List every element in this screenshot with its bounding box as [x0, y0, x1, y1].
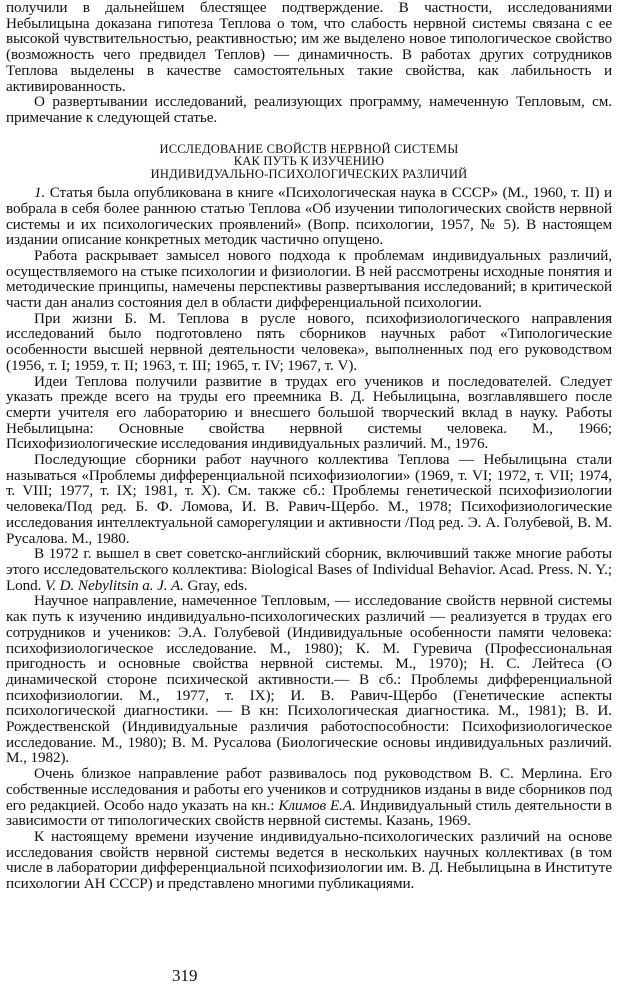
body-paragraph-2: Работа раскрывает замысел нового подхода к проблемам индивидуальных различий, осуществляемого на стыке психологии и физиологии. В ней рассмотрены исходные понятия и методические принципы, намечены перспективы развертывания исследований; в критической части дан анализ состояния дел в области дифференциальной психологии. — [6, 246, 612, 312]
body-paragraph-5: Последующие сборники работ научного коллектива Теплова — Небылицына стали называться «Проблемы дифференциальной психофизиологии» (1969, т. VI; 1972, т. VII; 1974, т. VIII; 1977, т. IX; 1981, т. X). См. также сб.: Проблемы генетической психофизиологии человека/Под ред. Б. Ф. Ломова, И. В. Равич-Щербо. М., 1978; Психофизиологические исследования интеллектуальной саморегуляции и активности /Под ред. Э. А. Голубевой, В. М. Русалова. М., 1980. — [6, 451, 612, 547]
body-paragraph-9: К настоящему времени изучение индивидуально-психологических различий на основе исследования свойств нервной системы ведется в нескольких научных коллективах (в том числе в лаборатории дифференциальной психофизиологии им. В. Д. Небылицына в Институте психологии АН СССР) и представлено многими публикациями. — [6, 827, 612, 893]
section-heading — [6, 143, 612, 181]
body-paragraph-8-text-a: Очень близкое направление работ развивалось под руководством В. С. Мерлина. Его собственные исследования и работы его учеников и сотрудников изданы в виде сборников под его редакцией. Особо надо указать на кн.: — [6, 765, 612, 814]
body-paragraph-3: При жизни Б. М. Теплова в русле нового, психофизиологического направления исследований было подготовлено пять сборников научных работ «Типологические особенности высшей нервной деятельности человека», выполненных под его руководством (1956, т. I; 1959, т. II; 1963, т. III; 1965, т. IV; 1967, т. V). — [6, 309, 612, 374]
body-paragraph-6-text-b: Gray, eds. — [187, 576, 248, 594]
note-number: 1. — [34, 184, 46, 202]
author-name: Климов Е.А. — [278, 796, 356, 814]
section-heading-line-3: ИНДИВИДУАЛЬНО-ПСИХОЛОГИЧЕСКИХ РАЗЛИЧИЙ — [150, 166, 468, 181]
section-heading-line-2: КАК ПУТЬ К ИЗУЧЕНИЮ — [233, 154, 385, 169]
page-number: 319 — [172, 966, 198, 985]
body-paragraph-1 — [6, 185, 612, 248]
body-paragraph-6-text-a: В 1972 г. вышел в свет советско-английский сборник, включивший также многие работы этого исследовательского коллектива: Biological Bases of Individual Behavior. Acad. Press. N. Y.; Lond. — [6, 545, 612, 594]
body-paragraph-4: Идеи Теплова получили развитие в трудах его учеников и последователей. Следует указать прежде всего на труды его преемника В. Д. Небылицына, возглавлявшего после смерти учителя его лабораторию и внесшего большой творческий вклад в науку. Работы Небылицына: Основные свойства нервной системы человека. М., 1966; Психофизиологические исследования индивидуальных различий. М., 1976. — [6, 372, 612, 453]
body-paragraph-8-text-b: Индивидуальный стиль деятельности в зависимости от типологических свойств нервной системы. Казань, 1969. — [6, 796, 612, 830]
body-paragraph-1-text: Статья была опубликована в книге «Психологическая наука в СССР» (М., 1960, т. II) и вобрала в себя более раннюю статью Теплова «Об изучении типологических свойств нервной системы и их психологических проявлений» (Вопр. психологии, 1957, № 5). В настоящем издании описание конкретных методик частично опущено. — [6, 184, 612, 249]
body-paragraph-7: Научное направление, намеченное Тепловым, — исследование свойств нервной системы как путь к изучению индивидуально-психологических различий — реализуется в трудах его сотрудников и учеников: Э.А. Голубевой (Индивидуальные особенности памяти человека: психофизиологическое исследование. М., 1980); К. М. Гуревича (Профессиональная пригодность и основные свойства нервной системы. М., 1970); Н. С. Лейтеса (О динамической стороне психической активности.— В сб.: Проблемы дифференциальной психофизиологии. М., 1977, т. IX); И. В. Равич-Щербо (Генетические аспекты психологической диагностики. — В кн: Психологическая диагностика. М., 1981); В. И. Рождественской (Индивидуальные различия работоспособности: Психофизиологическое исследование. М., 1980); В. М. Русалова (Биологические основы индивидуальных различий. М., 1982). — [6, 592, 612, 767]
section-heading-line-1: ИССЛЕДОВАНИЕ СВОЙСТВ НЕРВНОЙ СИСТЕМЫ — [159, 141, 459, 156]
editors-names: V. D. Nebylitsin a. J. A. — [45, 576, 184, 594]
body-paragraph-8 — [6, 766, 612, 829]
body-paragraph-6 — [6, 546, 612, 593]
intro-paragraph-1: получили в дальнейшем блестящее подтверждение. В частности, исследованиями Небылицына доказана гипотеза Теплова о том, что слабость нервной системы связана с ее высокой чувствительностью, реактивностью; им же выделено новое типологическое свойство (возможность чего предвидел Теплов) — динамичность. В работах других сотрудников Теплова выделены в качестве самостоятельных такие свойства, как лабильность и активированность. — [6, 0, 612, 95]
intro-paragraph-2: О развертывании исследований, реализующих программу, намеченную Тепловым, см. примечание к следующей статье. — [6, 93, 612, 126]
